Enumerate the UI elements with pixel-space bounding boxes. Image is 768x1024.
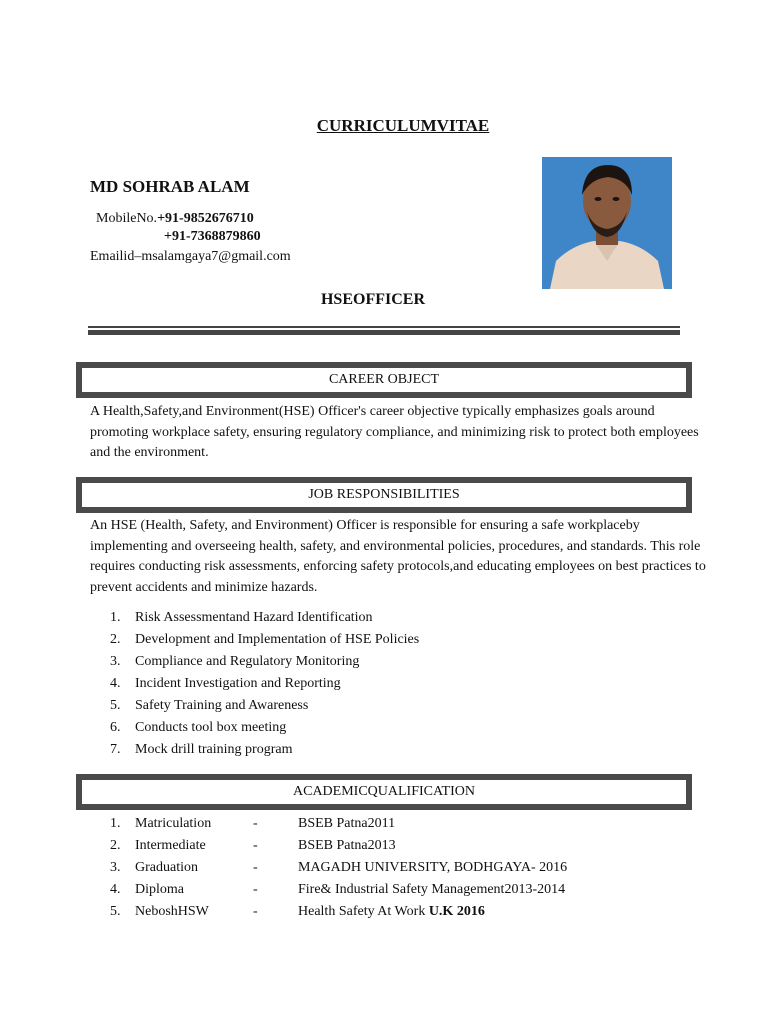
separator-dash: -: [253, 838, 258, 853]
academic-heading-box: [76, 774, 692, 810]
job-responsibilities-heading: JOB RESPONSIBILITIES: [308, 487, 460, 502]
portrait-image: [542, 157, 672, 289]
academic-row: [110, 857, 670, 879]
row-number: 1.: [110, 816, 121, 831]
email-line: Emailid–msalamgaya7@gmail.com: [90, 249, 291, 264]
item-number: 6.: [110, 720, 121, 735]
mobile-line-1: [96, 209, 254, 229]
separator-dash: -: [253, 816, 258, 831]
institution: [298, 857, 567, 879]
institution-text: Fire& Industrial Safety Management2013-2014: [298, 882, 566, 897]
institution: [298, 835, 396, 857]
institution-text: BSEB Patna2011: [298, 816, 396, 831]
separator-dash: -: [253, 860, 258, 875]
academic-row: [110, 835, 670, 857]
row-number: 3.: [110, 860, 121, 875]
career-object-text: A Health,Safety,and Environment(HSE) Officer's career objective typically emphasizes goals around promoting workplace safety, ensuring regulatory compliance, and minimizing risk to protect both employees and the environment.: [90, 404, 699, 460]
academic-heading: ACADEMICQUALIFICATION: [293, 784, 475, 799]
document-title: CURRICULUMVITAE: [316, 116, 490, 135]
institution-text: BSEB Patna2013: [298, 838, 396, 853]
qualification-level: Matriculation: [135, 816, 212, 831]
job-title: HSEOFFICER: [320, 291, 425, 308]
item-number: 1.: [110, 610, 121, 625]
mobile-number-1: +91-9852676710: [157, 211, 254, 226]
academic-row: [110, 879, 670, 901]
mobile-number-2: +91-7368879860: [164, 229, 261, 244]
divider-rule-bottom: [88, 330, 680, 335]
divider-rule-top: [88, 326, 680, 328]
item-text: Development and Implementation of HSE Policies: [135, 632, 420, 647]
institution: [298, 813, 395, 835]
item-number: 5.: [110, 698, 121, 713]
career-object-heading: CAREER OBJECT: [328, 372, 440, 387]
qualification-level: Intermediate: [135, 838, 206, 853]
qualification-level: Diploma: [135, 882, 184, 897]
item-text: Risk Assessmentand Hazard Identification: [135, 610, 373, 625]
item-text: Mock drill training program: [135, 742, 293, 757]
mobile-label: MobileNo.: [96, 211, 158, 226]
item-text: Conducts tool box meeting: [135, 720, 287, 735]
separator-dash: -: [253, 904, 258, 919]
item-number: 3.: [110, 654, 121, 669]
row-number: 5.: [110, 904, 121, 919]
academic-list: [110, 813, 670, 923]
qualification-level: Graduation: [135, 860, 198, 875]
institution: [298, 901, 485, 923]
institution-text: Health Safety At Work: [298, 904, 429, 919]
profile-photo: [542, 157, 672, 289]
academic-row: [110, 901, 670, 923]
institution-text: MAGADH UNIVERSITY, BODHGAYA- 2016: [298, 860, 568, 875]
item-text: Incident Investigation and Reporting: [135, 676, 341, 691]
item-number: 4.: [110, 676, 121, 691]
job-responsibilities-text: An HSE (Health, Safety, and Environment) Officer is responsible for ensuring a safe workplaceby implementing and overseeing health, safety, and environmental policies, procedures, and standards. This role requires conducting risk assessments, enforcing safety protocols,and educating employees on best practices to prevent accidents and minimize hazards.: [90, 518, 706, 595]
career-object-heading-box: [76, 362, 692, 398]
candidate-name: MD SOHRAB ALAM: [90, 177, 250, 196]
item-number: 2.: [110, 632, 121, 647]
academic-row: [110, 813, 670, 835]
job-responsibilities-heading-box: [76, 477, 692, 513]
qualification-level: NeboshHSW: [135, 904, 209, 919]
item-text: Safety Training and Awareness: [135, 698, 309, 713]
row-number: 4.: [110, 882, 121, 897]
row-number: 2.: [110, 838, 121, 853]
item-number: 7.: [110, 742, 121, 757]
institution: [298, 879, 565, 901]
institution-bold: U.K 2016: [428, 904, 485, 919]
separator-dash: -: [253, 882, 258, 897]
item-text: Compliance and Regulatory Monitoring: [135, 654, 360, 669]
